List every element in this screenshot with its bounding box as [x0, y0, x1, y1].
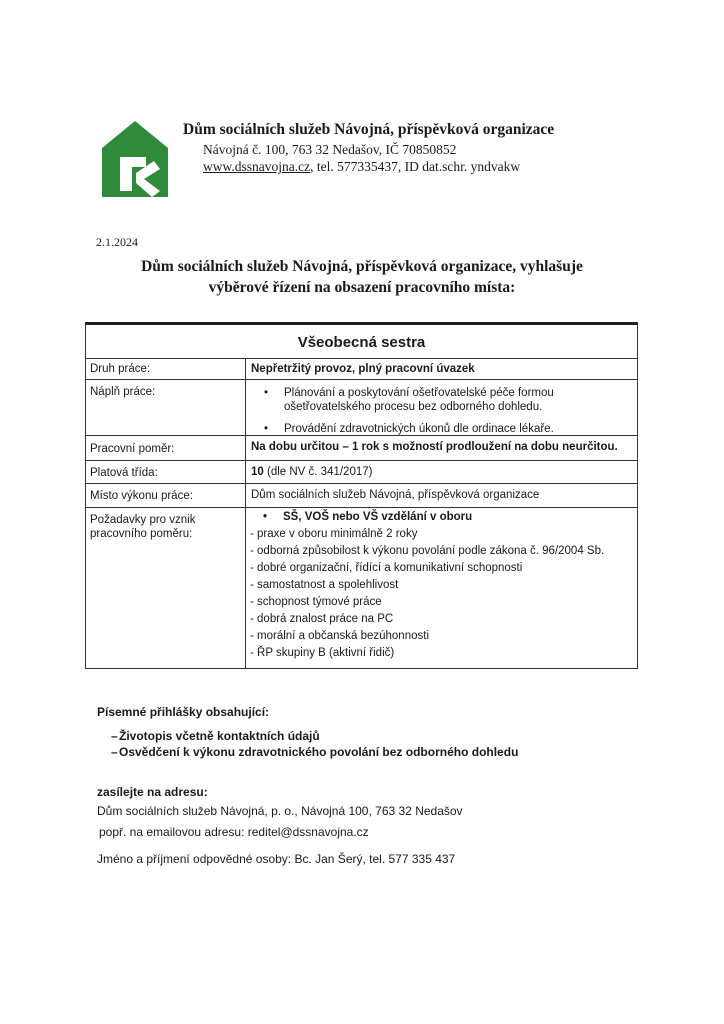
- position-table: [85, 322, 638, 669]
- application-item: – Životopis včetně kontaktních údajů: [111, 729, 320, 743]
- salary-class: 10: [251, 466, 264, 478]
- requirement-item: - odborná způsobilost k výkonu povolání podle zákona č. 96/2004 Sb.: [250, 545, 605, 557]
- row-label: Druh práce:: [86, 359, 246, 379]
- email-address: popř. na emailovou adresu: reditel@dssnavojna.cz: [99, 825, 369, 839]
- requirement-item: - praxe v oboru minimálně 2 roky: [250, 528, 418, 540]
- announcement: [60, 256, 664, 298]
- row-label: Pracovní poměr:: [86, 436, 246, 460]
- application-item-text: Životopis včetně kontaktních údajů: [119, 729, 320, 743]
- requirement-item: - ŘP skupiny B (aktivní řidič): [250, 647, 395, 659]
- salary-class-note: (dle NV č. 341/2017): [263, 466, 373, 478]
- row-value: Dům sociálních služeb Návojná, příspěvková organizace: [251, 489, 540, 501]
- document-date: 2.1.2024: [96, 235, 138, 249]
- table-row-napln: [85, 379, 638, 435]
- organization-contact: [203, 159, 520, 175]
- row-label: Požadavky pro vznik pracovního poměru:: [86, 508, 246, 668]
- row-value: Na dobu určitou – 1 rok s možností prodloužení na dobu neurčitou.: [251, 441, 618, 453]
- website-link[interactable]: www.dssnavojna.cz: [203, 159, 311, 174]
- requirement-item: - dobrá znalost práce na PC: [250, 613, 394, 625]
- row-label: Místo výkonu práce:: [86, 484, 246, 507]
- address-heading: zasílejte na adresu:: [97, 785, 208, 799]
- position-title: Všeobecná sestra: [85, 325, 638, 358]
- application-item: – Osvědčení k výkonu zdravotnického povolání bez odborného dohledu: [111, 745, 519, 759]
- requirement-item: - samostatnost a spolehlivost: [250, 579, 399, 591]
- announcement-line-2: výběrové řízení na obsazení pracovního místa:: [208, 279, 516, 296]
- row-value: Nepřetržitý provoz, plný pracovní úvazek: [251, 363, 475, 375]
- application-item-text: Osvědčení k výkonu zdravotnického povolání bez odborného dohledu: [119, 745, 519, 759]
- requirement-item: - morální a občanská bezúhonnosti: [250, 630, 429, 642]
- postal-address: Dům sociálních služeb Návojná, p. o., Návojná 100, 763 32 Nedašov: [97, 804, 463, 818]
- announcement-line-1: Dům sociálních služeb Návojná, příspěvková organizace, vyhlašuje: [141, 258, 583, 275]
- row-label: Náplň práce:: [86, 380, 246, 435]
- row-value: [246, 380, 637, 435]
- list-item: • Provádění zdravotnických úkonů dle ordinace lékaře.: [251, 422, 637, 436]
- list-item: • Plánování a poskytování ošetřovatelské péče formou ošetřovatelského procesu bez odborného dohledu.: [251, 386, 637, 414]
- table-row-misto: [85, 483, 638, 507]
- table-row-pomer: [85, 435, 638, 460]
- requirement-education: • SŠ, VOŠ nebo VŠ vzdělání v oboru: [250, 510, 637, 524]
- table-row-trida: [85, 460, 638, 483]
- row-label: Platová třída:: [86, 461, 246, 483]
- organization-logo: [102, 121, 168, 197]
- table-row-pozadavky: [85, 507, 638, 669]
- organization-address: Návojná č. 100, 763 32 Nedašov, IČ 70850852: [203, 142, 457, 157]
- organization-name: Dům sociálních služeb Návojná, příspěvková organizace: [183, 121, 555, 138]
- responsible-person: Jméno a příjmení odpovědné osoby: Bc. Jan Šerý, tel. 577 335 437: [97, 852, 456, 866]
- row-value: [246, 461, 637, 483]
- table-row-druh: [85, 358, 638, 379]
- contact-details: , tel. 577335437, ID dat.schr. yndvakw: [310, 159, 521, 174]
- row-value: [246, 508, 637, 668]
- requirement-item: - dobré organizační, řídící a komunikativní schopnosti: [250, 562, 523, 574]
- requirement-item: - schopnost týmové práce: [250, 596, 382, 608]
- applications-heading: Písemné přihlášky obsahující:: [97, 705, 270, 719]
